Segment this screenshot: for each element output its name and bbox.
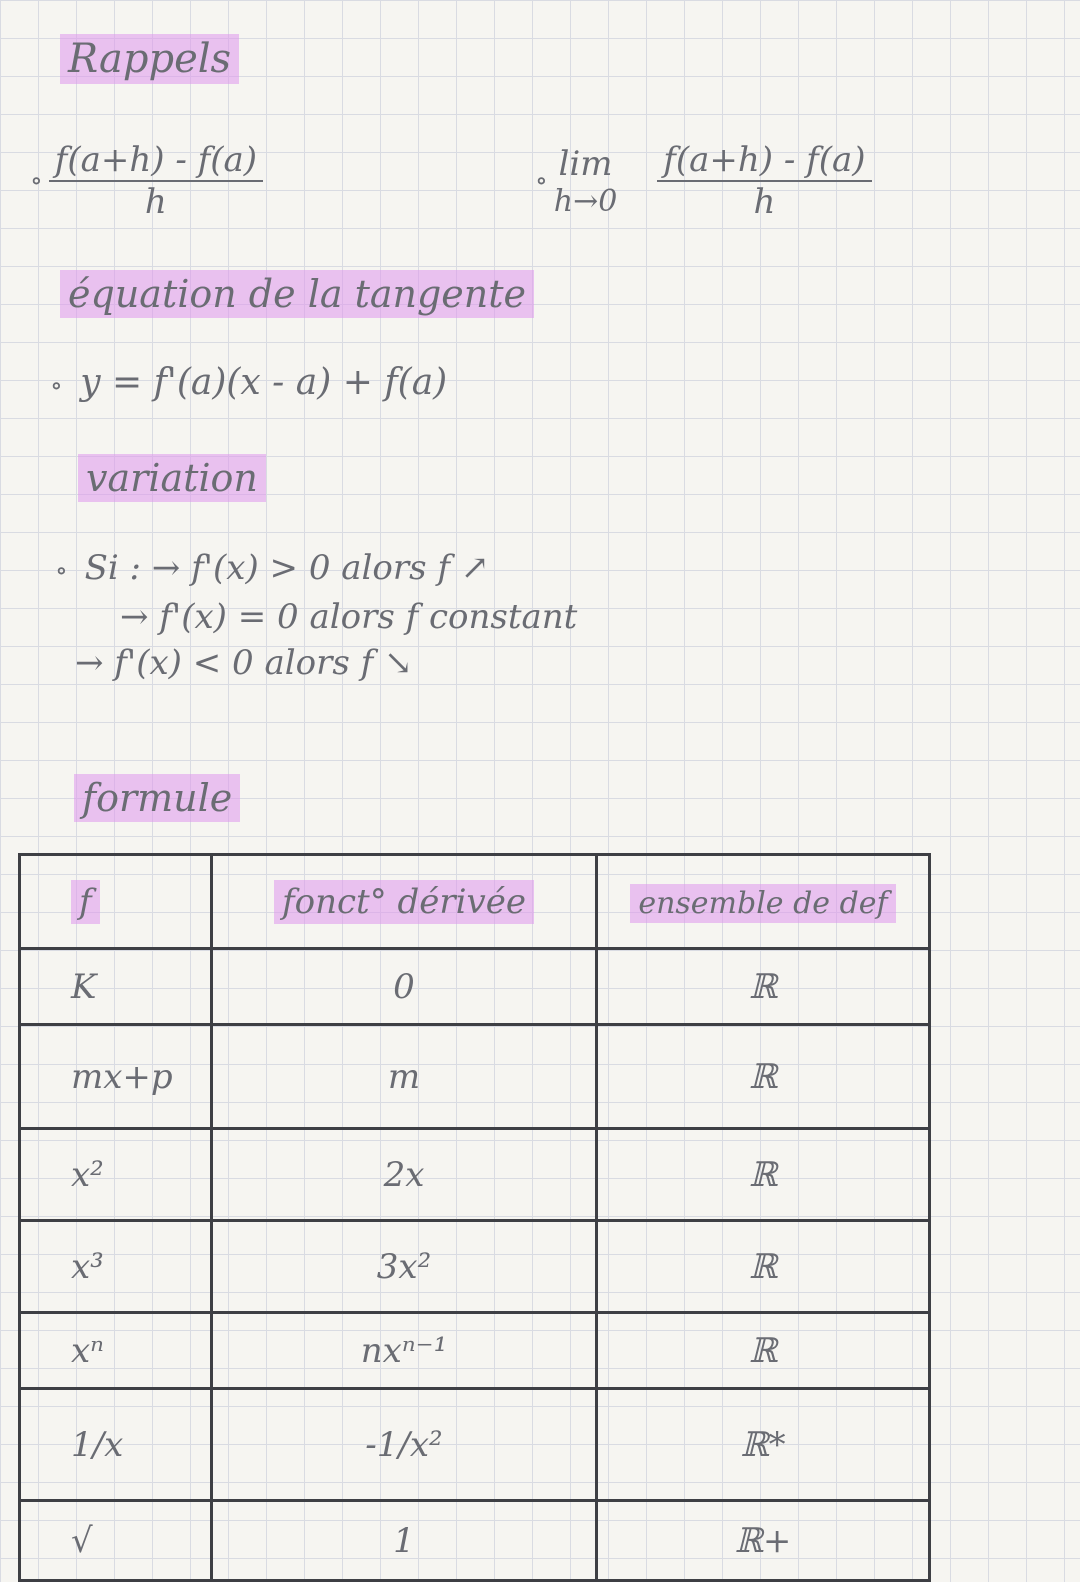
lim-label: lim bbox=[558, 143, 613, 184]
formula1-numerator: f(a+h) - f(a) bbox=[49, 140, 263, 182]
variation-line-1: ∘ Si : → f'(x) > 0 alors f ↗ bbox=[55, 548, 490, 588]
formula1-denominator: h bbox=[144, 182, 167, 222]
difference-quotient: ∘ $\frac{f(a+h) - f(a)}{h}$ bbox=[30, 140, 263, 222]
formule-title: formule bbox=[74, 776, 240, 820]
table-row: √ 1 ℝ+ bbox=[20, 1501, 930, 1581]
variation-line-2: → f'(x) = 0 alors f constant bbox=[120, 597, 578, 637]
formula2-denominator: h bbox=[753, 182, 776, 222]
table-row: x³ 3x² ℝ bbox=[20, 1221, 930, 1313]
header-ensemble: ensemble de def bbox=[597, 855, 930, 949]
derivative-limit: ∘ lim h→0 $\frac{f(a+h) - f(a)}{h}$ bbox=[535, 140, 872, 222]
tangente-equation-row: ∘ y = f'(a)(x - a) + f(a) bbox=[50, 362, 448, 403]
table-row: 1/x -1/x² ℝ* bbox=[20, 1389, 930, 1501]
derivatives-table bbox=[18, 853, 931, 1582]
tangente-title: équation de la tangente bbox=[60, 272, 534, 316]
variation-title: variation bbox=[78, 456, 266, 500]
table-row: xⁿ nxⁿ⁻¹ ℝ bbox=[20, 1313, 930, 1389]
header-f: f bbox=[20, 855, 212, 949]
table-row: x² 2x ℝ bbox=[20, 1129, 930, 1221]
rappels-title: Rappels bbox=[60, 36, 239, 82]
tangente-equation: y = f'(a)(x - a) + f(a) bbox=[80, 362, 448, 403]
table-row: K 0 ℝ bbox=[20, 949, 930, 1025]
table-header-row bbox=[20, 855, 930, 949]
lim-subscript: h→0 bbox=[553, 183, 618, 219]
formula2-numerator: f(a+h) - f(a) bbox=[657, 140, 871, 182]
table-row: mx+p m ℝ bbox=[20, 1025, 930, 1129]
variation-line-3: → f'(x) < 0 alors f ↘ bbox=[75, 643, 413, 683]
header-derivee: fonct° dérivée bbox=[212, 855, 597, 949]
